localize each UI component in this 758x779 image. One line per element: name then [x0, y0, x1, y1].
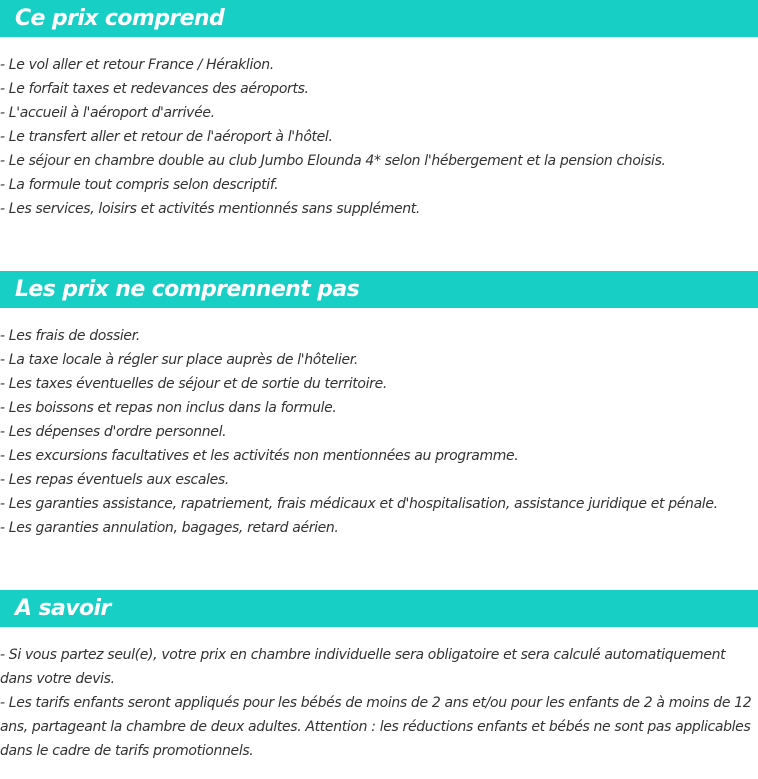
excluded-list — [0, 324, 758, 540]
list-item: - Les services, loisirs et activités mentionnés sans supplément. — [0, 201, 421, 217]
excluded-title: Les prix ne comprennent pas — [15, 277, 360, 302]
excluded-banner — [0, 271, 758, 308]
good-to-know-list — [0, 643, 758, 763]
included-banner — [0, 0, 758, 37]
included-title: Ce prix comprend — [15, 6, 225, 31]
list-item: - Les boissons et repas non inclus dans la formule. — [0, 400, 337, 416]
list-item: - Le séjour en chambre double au club Jumbo Elounda 4* selon l'hébergement et la pension choisis. — [0, 153, 666, 169]
list-item: - Les garanties annulation, bagages, retard aérien. — [0, 520, 339, 536]
list-item: - Le forfait taxes et redevances des aéroports. — [0, 81, 309, 97]
list-item: - Le vol aller et retour France / Héraklion. — [0, 57, 274, 73]
included-section — [0, 0, 758, 37]
good-to-know-title: A savoir — [15, 596, 111, 621]
list-item: - La formule tout compris selon descriptif. — [0, 177, 279, 193]
list-item: - Les taxes éventuelles de séjour et de sortie du territoire. — [0, 376, 387, 392]
list-item: - Les garanties assistance, rapatriement, frais médicaux et d'hospitalisation, assistance juridique et pénale. — [0, 496, 718, 512]
list-item: - L'accueil à l'aéroport d'arrivée. — [0, 105, 215, 121]
list-item: - Les frais de dossier. — [0, 328, 140, 344]
list-item: - Si vous partez seul(e), votre prix en chambre individuelle sera obligatoire et sera calculé automatiquement dans votre devis. — [0, 647, 726, 687]
list-item: - Le transfert aller et retour de l'aéroport à l'hôtel. — [0, 129, 333, 145]
included-list — [0, 53, 758, 221]
list-item: - Les dépenses d'ordre personnel. — [0, 424, 227, 440]
good-to-know-banner — [0, 590, 758, 627]
list-item: - La taxe locale à régler sur place auprès de l'hôtelier. — [0, 352, 358, 368]
list-item: - Les excursions facultatives et les activités non mentionnées au programme. — [0, 448, 519, 464]
list-item: - Les repas éventuels aux escales. — [0, 472, 229, 488]
list-item: - Les tarifs enfants seront appliqués pour les bébés de moins de 2 ans et/ou pour les enfants de 2 à moins de 12 ans, partageant la chambre de deux adultes. Attention : les réductions enfants et bébés ne sont pas applicables dans le cadre de tarifs promotionnels. — [0, 695, 752, 759]
good-to-know-section — [0, 590, 758, 627]
excluded-section — [0, 271, 758, 308]
